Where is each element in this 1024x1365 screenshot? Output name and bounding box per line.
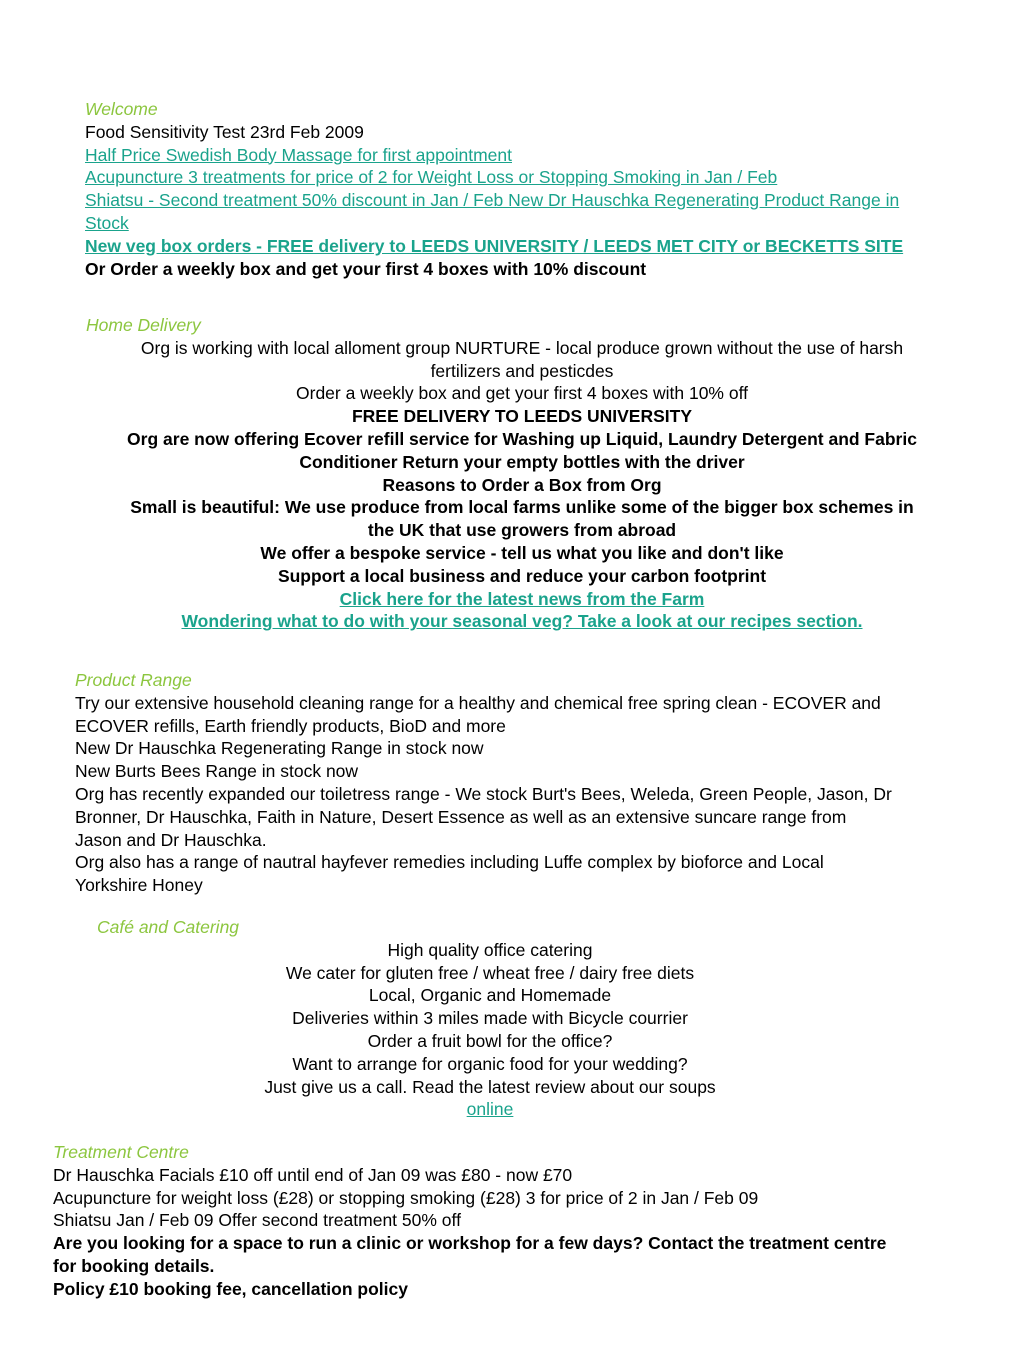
toiletries-text: Org has recently expanded our toiletress range - We stock Burt's Bees, Weleda, Green People, Jason, Dr [75,783,892,804]
small-is-beautiful-text: Small is beautiful: We use produce from local farms unlike some of the bigger box schemes in [130,497,914,518]
weekly-box-discount-text: Or Order a weekly box and get your first 4 boxes with 10% discount [85,258,647,279]
product-range-section [75,669,975,897]
farm-news-link[interactable]: Click here for the latest news from the Farm [339,588,705,609]
support-local-text: Support a local business and reduce your carbon footprint [277,565,767,586]
acupuncture-price-text: Acupuncture for weight loss (£28) or stopping smoking (£28) 3 for price of 2 in Jan / Feb 09 [53,1187,759,1208]
booking-policy-text: Policy £10 booking fee, cancellation policy [53,1278,408,1299]
welcome-heading: Welcome [85,99,158,119]
recipes-link[interactable]: Wondering what to do with your seasonal veg? Take a look at our recipes section. [181,611,863,632]
small-is-beautiful-text-continued: the UK that use growers from abroad [367,520,677,541]
fruit-bowl-text: Order a fruit bowl for the office? [367,1030,613,1051]
facials-offer-text: Dr Hauschka Facials £10 off until end of Jan 09 was £80 - now £70 [53,1164,573,1185]
ecover-refill-text: Org are now offering Ecover refill service for Washing up Liquid, Laundry Detergent and Fabric [127,428,917,449]
diets-text: We cater for gluten free / wheat free / dairy free diets [285,962,695,983]
clinic-space-text-continued: for booking details. [53,1255,215,1276]
shiatsu-offer-link-continued[interactable]: Stock [85,212,129,233]
cafe-heading: Café and Catering [97,917,240,937]
treatment-centre-heading: Treatment Centre [53,1142,189,1162]
hayfever-text: Org also has a range of nautral hayfever remedies including Luffe complex by bioforce and Local [75,852,824,873]
bespoke-service-text: We offer a bespoke service - tell us what you like and don't like [260,542,784,563]
shiatsu-offer-link[interactable]: Shiatsu - Second treatment 50% discount in Jan / Feb New Dr Hauschka Regenerating Product Range in [85,190,900,211]
home-delivery-section [80,314,964,633]
welcome-section [85,98,985,280]
local-organic-text: Local, Organic and Homemade [368,985,612,1006]
burts-bees-text: New Burts Bees Range in stock now [75,761,359,782]
treatment-centre-section [53,1141,983,1301]
food-sensitivity-text: Food Sensitivity Test 23rd Feb 2009 [85,121,364,142]
product-range-heading: Product Range [75,670,192,690]
cleaning-range-text: Try our extensive household cleaning range for a healthy and chemical free spring clean - ECOVER and [75,692,881,713]
nurture-text: Org is working with local alloment group NURTURE - local produce grown without the use of harsh [140,337,904,358]
home-delivery-heading: Home Delivery [86,315,201,335]
nurture-text-continued: fertilizers and pesticdes [430,360,614,381]
soup-review-text: Just give us a call. Read the latest review about our soups [264,1076,716,1097]
cafe-catering-section [80,916,900,1121]
toiletries-text-continued: Bronner, Dr Hauschka, Faith in Nature, Desert Essence as well as an extensive suncare range from [75,806,847,827]
shiatsu-offer-text: Shiatsu Jan / Feb 09 Offer second treatment 50% off [53,1210,461,1231]
ecover-refill-text-continued: Conditioner Return your empty bottles with the driver [299,451,745,472]
free-delivery-text: FREE DELIVERY TO LEEDS UNIVERSITY [351,406,693,427]
clinic-space-text: Are you looking for a space to run a clinic or workshop for a few days? Contact the treatment centre [53,1233,887,1254]
hauschka-range-text: New Dr Hauschka Regenerating Range in stock now [75,738,484,759]
toiletries-text-end: Jason and Dr Hauschka. [75,829,267,850]
acupuncture-offer-link[interactable]: Acupuncture 3 treatments for price of 2 for Weight Loss or Stopping Smoking in Jan / Feb [85,167,778,188]
cleaning-range-text-continued: ECOVER refills, Earth friendly products, BioD and more [75,715,506,736]
reasons-heading: Reasons to Order a Box from Org [382,474,662,495]
hayfever-text-continued: Yorkshire Honey [75,875,203,896]
bicycle-courier-text: Deliveries within 3 miles made with Bicycle courrier [292,1008,688,1029]
wedding-text: Want to arrange for organic food for your wedding? [292,1053,688,1074]
weekly-box-offer-text: Order a weekly box and get your first 4 boxes with 10% off [296,383,748,404]
veg-box-delivery-link[interactable]: New veg box orders - FREE delivery to LEEDS UNIVERSITY / LEEDS MET CITY or BECKETTS SITE [85,235,904,256]
soup-review-online-link[interactable]: online [466,1099,514,1120]
massage-offer-link[interactable]: Half Price Swedish Body Massage for first appointment [85,144,512,165]
office-catering-text: High quality office catering [387,939,593,960]
